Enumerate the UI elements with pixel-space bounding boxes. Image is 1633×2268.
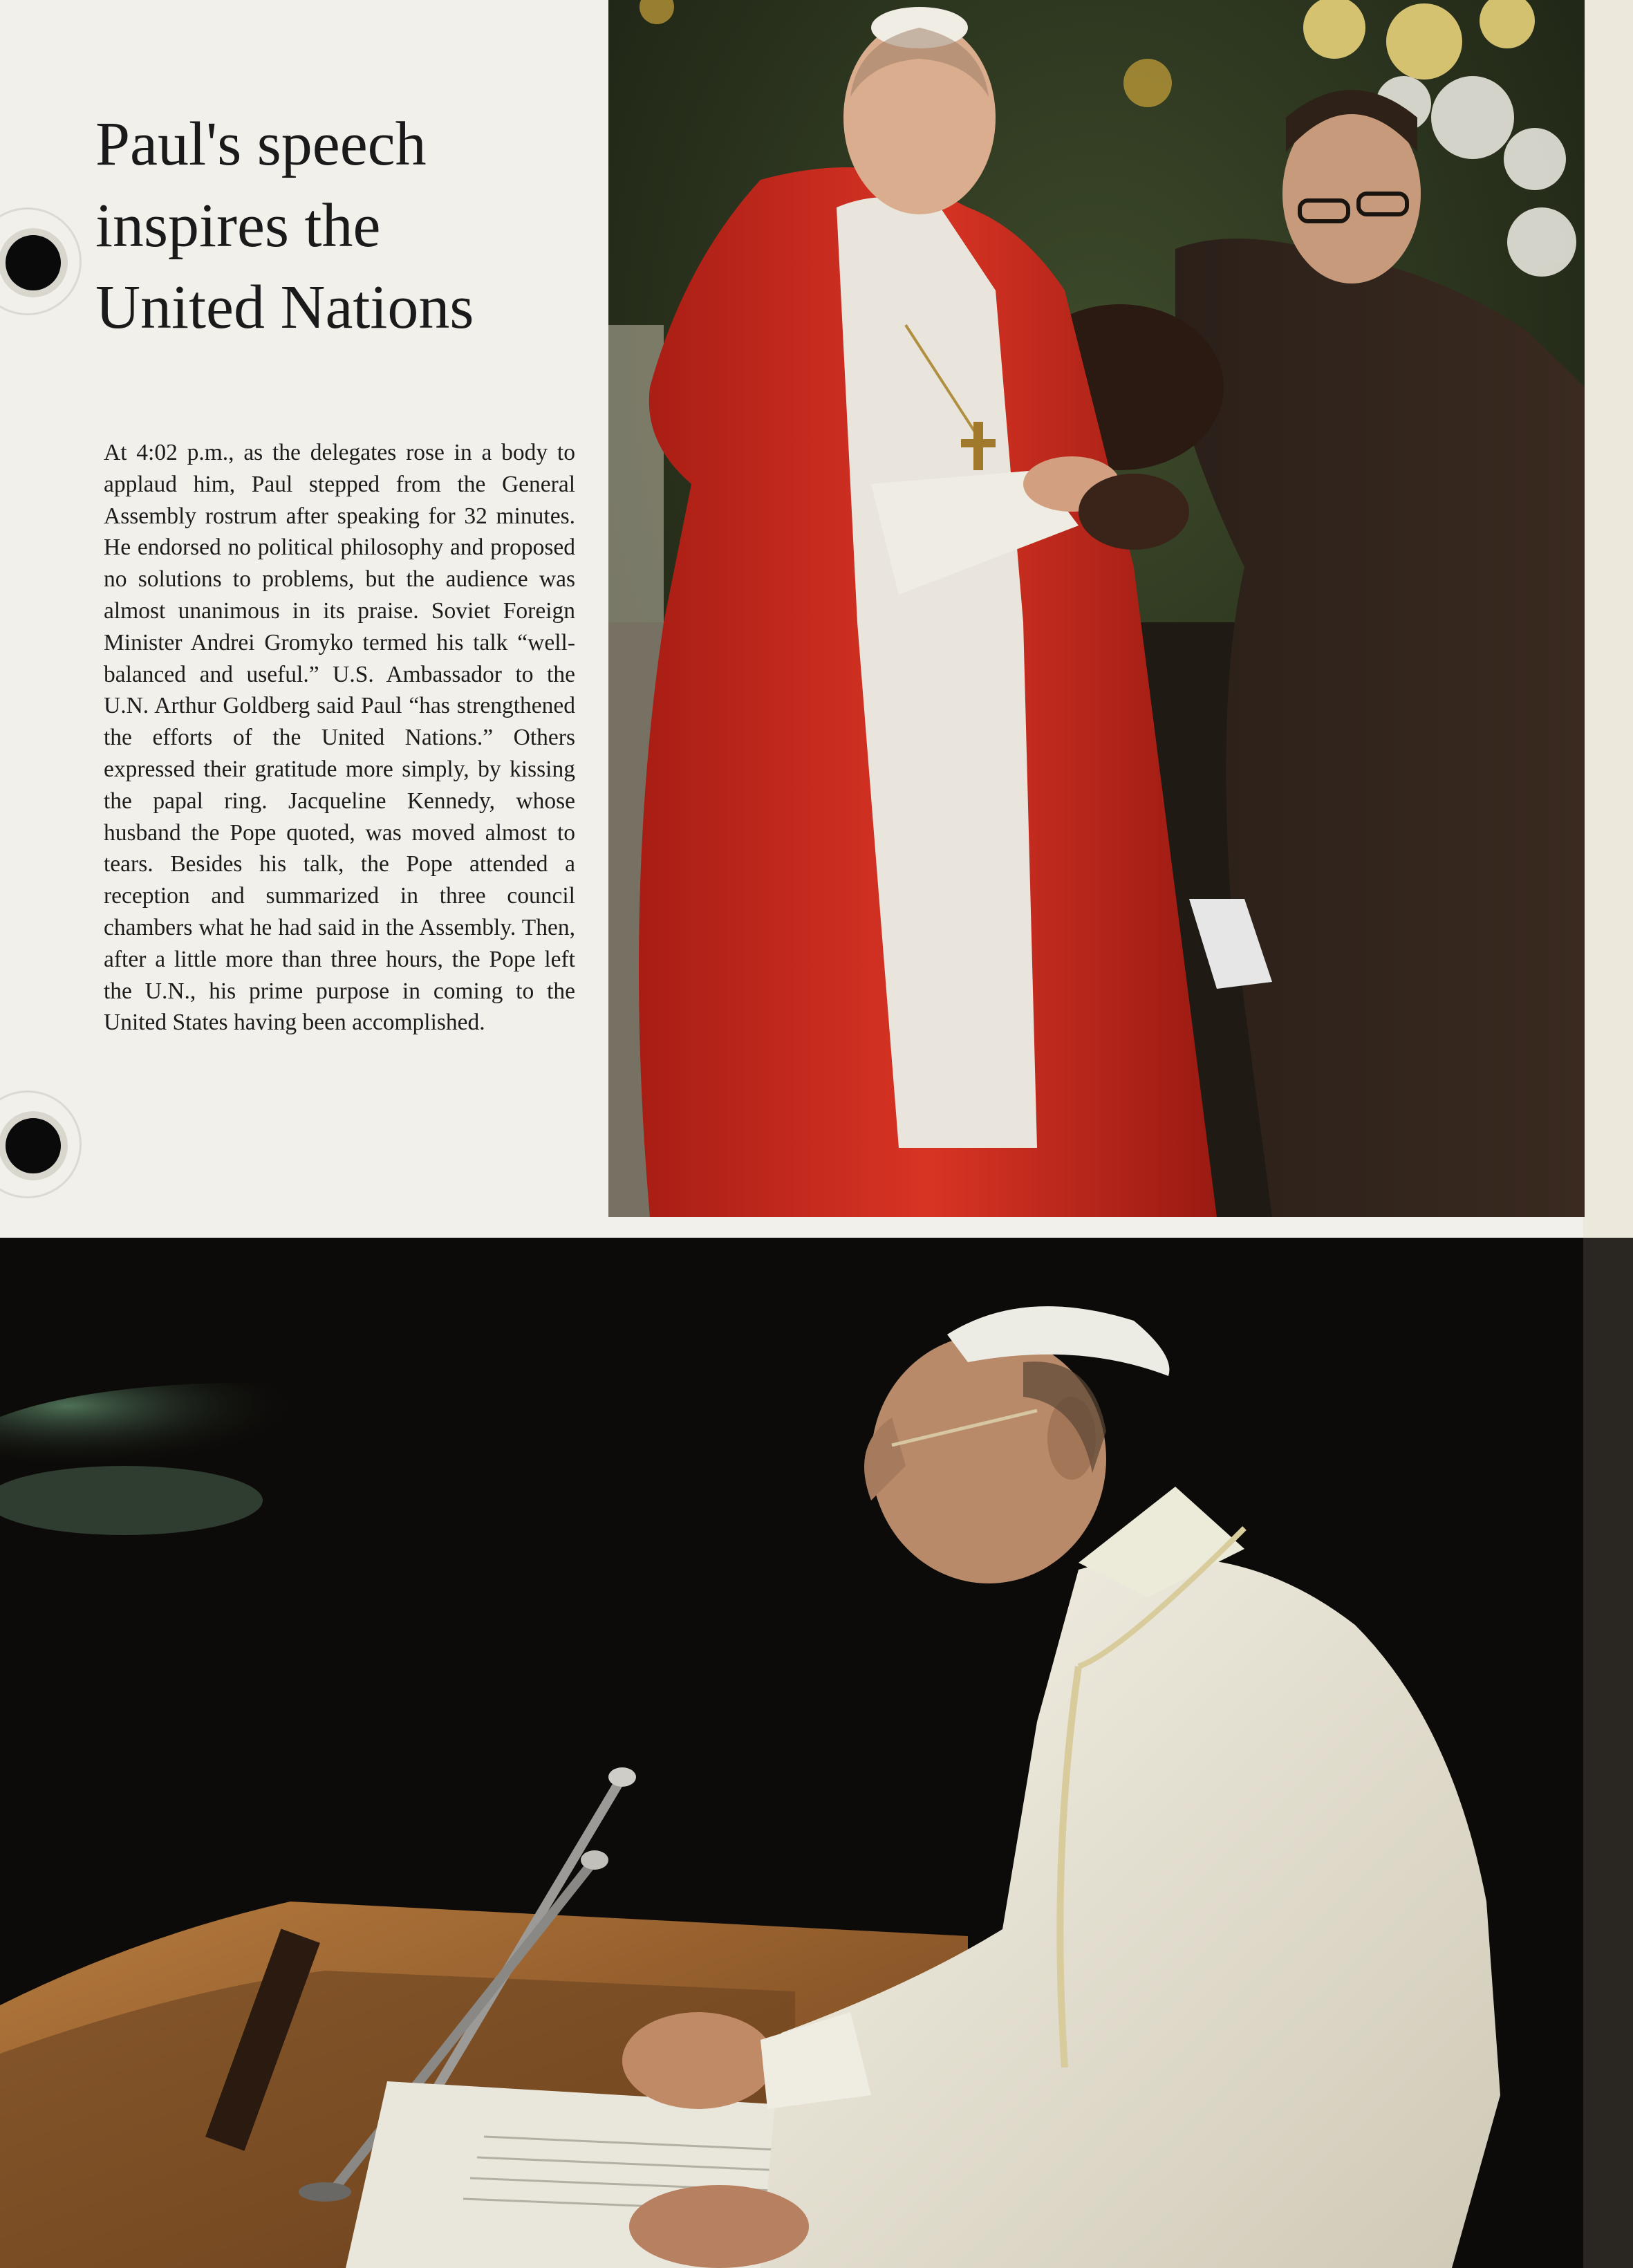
headline-line-2: inspires the	[95, 192, 381, 260]
page-edge-dark	[1583, 1238, 1633, 2268]
headline-line-3: United Nations	[95, 273, 474, 342]
binder-hole-middle	[0, 1111, 68, 1180]
photo-rostrum-speech	[0, 1238, 1583, 2268]
photo-rostrum-speech-illustration	[0, 1238, 1583, 2268]
photo-ring-kiss-illustration	[608, 0, 1585, 1217]
article-body: At 4:02 p.m., as the delegates rose in a body to applaud him, Paul stepped from the General Assembly rostrum after speaking for 32 minutes. He endorsed no political philosophy and proposed no solutions to problems, but the audience was almost unanimous in its praise. Soviet Foreign Minister Andrei Gromyko termed his talk “well-balanced and useful.” U.S. Ambassador to the U.N. Arthur Goldberg said Paul “has strengthened the efforts of the United Nations.” Others expressed their gratitude more simply, by kissing the papal ring. Jacqueline Kennedy, whose husband the Pope quoted, was moved almost to tears. Besides his talk, the Pope attended a reception and summarized in three council chambers what he had said in the Assembly. Then, after a little more than three hours, the Pope left the U.N., his prime purpose in coming to the United States having been accomplished.	[104, 440, 575, 1036]
photo-ring-kiss	[608, 0, 1585, 1217]
binder-hole-top	[0, 228, 68, 297]
headline-line-1: Paul's speech	[95, 110, 427, 178]
article-headline	[95, 104, 579, 348]
page-edge	[1583, 0, 1633, 1238]
